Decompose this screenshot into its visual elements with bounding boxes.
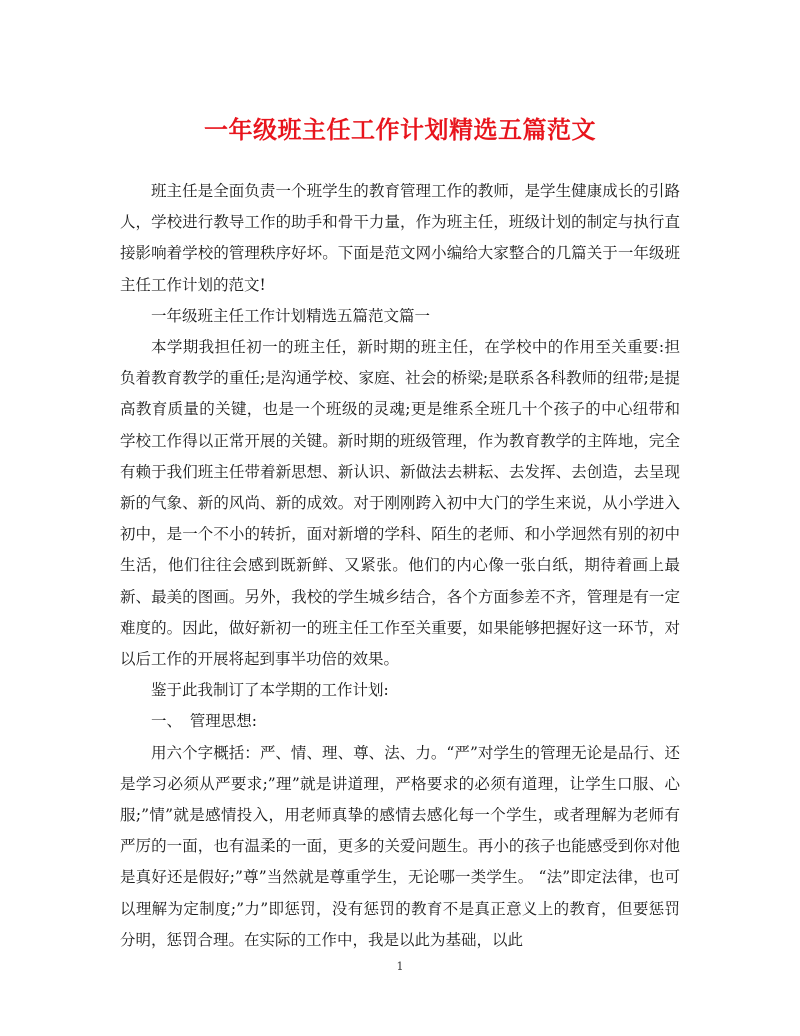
paragraph-main: 本学期我担任初一的班主任，新时期的班主任，在学校中的作用至关重要:担负着教育教学的重任;是沟通学校、家庭、社会的桥梁;是联系各科教师的纽带;是提高教育质量的关键，也是一个班级的灵魂;更是维系全班几十个孩子的中心纽带和学校工作得以正常开展的关键。新时期的班级管理，作为教育教学的主阵地，完全有赖于我们班主任带着新思想、新认识、新做法去耕耘、去发挥、去创造，去呈现新的气象、新的风尚、新的成效。对于刚刚跨入初中大门的学生来说，从小学进入初中，是一个不小的转折，面对新增的学科、陌生的老师、和小学迥然有别的初中生活，他们往往会感到既新鲜、又紧张。他们的内心像一张白纸，期待着画上最新、最美的图画。另外，我校的学生城乡结合，各个方面参差不齐，管理是有一定难度的。因此，做好新初一的班主任工作至关重要，如果能够把握好这一环节，对以后工作的开展将起到事半功倍的效果。	[120, 338, 680, 669]
page-number: 1	[396, 960, 404, 973]
paragraph-intro: 班主任是全面负责一个班学生的教育管理工作的教师，是学生健康成长的引路人，学校进行教导工作的助手和骨干力量，作为班主任，班级计划的制定与执行直接影响着学校的管理秩序好坏。下面是范文网小编给大家整合的几篇关于一年级班主任工作计划的范文!	[120, 182, 680, 294]
paragraph-section-heading: 一年级班主任工作计划精选五篇范文篇一	[151, 306, 431, 325]
document-body	[120, 176, 680, 956]
paragraph-subheading: 一、 管理思想:	[151, 712, 257, 731]
document-title: 一年级班主任工作计划精选五篇范文	[204, 115, 596, 144]
paragraph-management: 用六个字概括：严、情、理、尊、法、力。“严”对学生的管理无论是品行、还是学习必须从严要求;”理”就是讲道理，严格要求的必须有道理，让学生口服、心服;”情”就是感情投入，用老师真挚的感情去感化每一个学生，或者理解为老师有严厉的一面，也有温柔的一面，更多的关爱问题生。再小的孩子也能感受到你对他是真好还是假好;”尊”当然就是尊重学生，无论哪一类学生。 “法”即定法律，也可以理解为定制度;”力”即惩罚，没有惩罚的教育不是真正意义上的教育，但要惩罚分明，惩罚合理。在实际的工作中，我是以此为基础，以此	[120, 743, 680, 949]
paragraph-plan-intro: 鉴于此我制订了本学期的工作计划:	[151, 681, 389, 700]
